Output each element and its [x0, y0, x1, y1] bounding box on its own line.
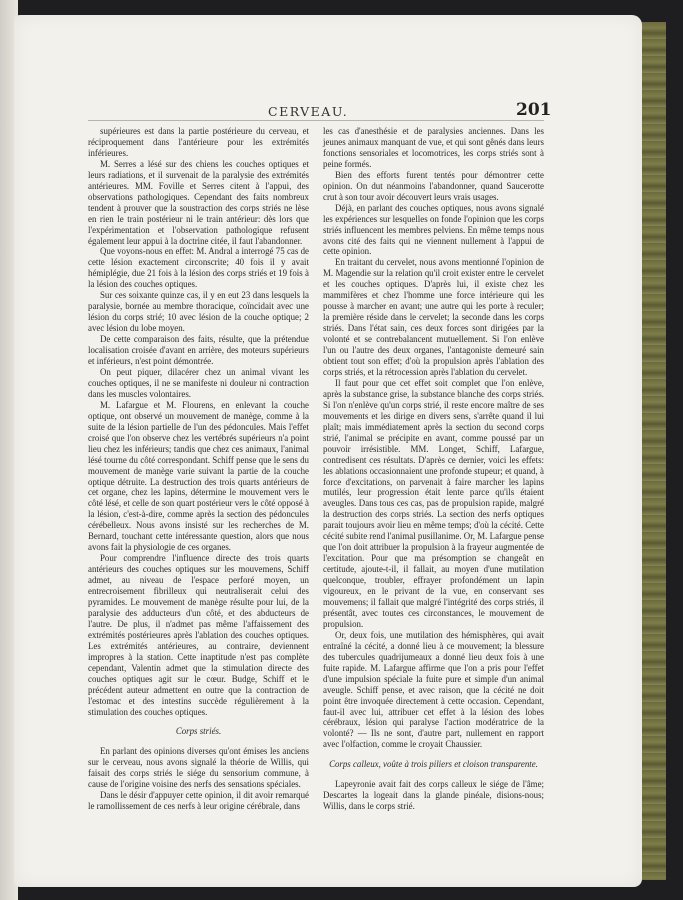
paragraph: supérieures est dans la partie postérieure du cerveau, et réciproquement dans l'antérieure pour les extrémités inférieures.: [88, 126, 309, 158]
paragraph: M. Lafargue et M. Flourens, en enlevant la couche optique, ont observé un mouvement de manège, comme à la suite de la lésion partielle de l'un des pédoncules. Mais l'effet croisé que l'on observe chez les vertébrés supérieurs n'a point lieu chez les inférieurs; tandis que chez ces animaux, l'animal lésé tourne du côté correspondant. Schiff pense que le sens du mouvement de manège varie suivant la partie de la couche optique détruite. La destruction des trois quarts antérieurs de cet organe, chez les lapins, détermine le mouvement vers le côté lésé, et celle de son quart postérieur vers le côté opposé à la lésion, c'est-à-dire, comme après la section des pédoncules cérébelleux. Nous avons insisté sur les recherches de M. Bernard, touchant cette intéressante question, alors que nous avons fait la physiologie de ces organes.: [88, 399, 309, 553]
paragraph: les cas d'anesthésie et de paralysies anciennes. Dans les jeunes animaux manquant de vue, et qui sont gênés dans leurs fonctions sensoriales et locomotrices, les corps striés sont à peine formés.: [323, 126, 544, 169]
running-head: CERVEAU.: [268, 104, 349, 119]
paragraph: En traitant du cervelet, nous avons mentionné l'opinion de M. Magendie sur la relation qu'il croit exister entre le cervelet et les couches optiques. D'après lui, il existe chez les mammifères et chez l'homme une force intérieure qui les pousse à marcher en avant; une autre qui les porte à reculer; la première réside dans le cervelet; la seconde dans les corps striés. Dans l'état sain, ces deux forces sont dirigées par la volonté et se contrebalancent mutuellement. Si l'on enlève l'un ou l'autre des deux organes, l'antagoniste demeuré sain obtient tout son effet; d'où la propulsion après l'ablation des corps striés, et la rétrocession après l'ablation du cervelet.: [323, 257, 544, 377]
paragraph: Bien des efforts furent tentés pour démontrer cette opinion. On dut néanmoins l'abandonner, quand Saucerotte crut à son tour avoir découvert leurs vrais usages.: [323, 169, 544, 202]
paragraph: Sur ces soixante quinze cas, il y en eut 23 dans lesquels la paralysie, bornée au membre thoracique, coïncidait avec une lésion du corps strié; 10 avec lésion de la couche optique; 2 avec lésion du lobe moyen.: [88, 290, 309, 334]
right-text-column: [323, 126, 544, 812]
paragraph: Pour comprendre l'influence directe des trois quarts antérieurs des couches optiques sur les mouvemens, Schiff admet, au niveau de l'espace perforé moyen, un entrecroisement fibrilleux qui neutraliserait celui des pyramides. Le mouvement de manège résulte pour lui, de la paralysie des adducteurs d'un côté, et des abducteurs de l'autre. De plus, il n'admet pas même l'affaissement des extrémités postérieures après l'ablation des couches optiques. Les extrémités antérieures, au contraire, deviennent impropres à la station. Cette inaptitude n'est pas complète cependant, Valentin admet que la stimulation directe des couches optiques agit sur le cœur. Budge, Schiff et le précédent auteur admettent en outre que la contraction de l'estomac et des intestins succède régulièrement à la stimulation des couches optiques.: [88, 553, 309, 717]
paragraph: On peut piquer, dilacérer chez un animal vivant les couches optiques, il ne se manifeste ni douleur ni contraction dans les muscles volontaires.: [88, 366, 309, 399]
paragraph: De cette comparaison des faits, résulte, que la prétendue localisation croisée d'avant en arrière, des moteurs supérieurs et inférieurs, n'est point démontrée.: [88, 334, 309, 367]
left-text-column: [88, 126, 309, 812]
paragraph: Dans le désir d'appuyer cette opinion, il dit avoir remarqué le ramollissement de ces nerfs à leur origine cérébrale, dans: [88, 790, 309, 812]
book-binding: [640, 22, 666, 880]
section-heading: Corps calleux, voûte à trois piliers et cloison transparente.: [329, 759, 538, 770]
header-rule: [88, 120, 544, 121]
page-number: 201: [516, 100, 552, 120]
paragraph: En parlant des opinions diverses qu'ont émises les anciens sur le cerveau, nous avons signalé la théorie de Willis, qui faisait des corps striés le siége du sensorium commune, à cause de l'origine voisine des nerfs des sensations spéciales.: [88, 746, 309, 790]
paragraph: Lapeyronie avait fait des corps calleux le siége de l'âme; Descartes la logeait dans la glande pinéale, disions-nous; Willis, dans le corps strié.: [323, 779, 544, 812]
paragraph: Or, deux fois, une mutilation des hémisphères, qui avait entraîné la cécité, a donné lieu à ce mouvement; la blessure des tubercules quadrijumeaux a donné lieu deux fois à une fuite rapide. M. Lafargue affirme que l'on a pris pour l'effet d'une impulsion spéciale la fuite pure et simple d'un animal aveugle. Schiff pense, et avec raison, que la cécité ne doit point être invoquée directement à cette occasion. Cependant, faut-il avec lui, attribuer cet effet à la lésion des lobes cérébraux, lésion qui paralyse l'action modératrice de la volonté? — Ils ne sont, d'autre part, nullement en rapport avec l'olfaction, comme le croyait Chaussier.: [323, 629, 544, 750]
paragraph: Déjà, en parlant des couches optiques, nous avons signalé les expériences sur lesquelles on fonde l'opinion que les corps striés influencent les membres pelviens. En même temps nous avons cité des faits qui ne viennent nullement à l'appui de cette opinion.: [323, 202, 544, 257]
paragraph: Que voyons-nous en effet: M. Andral a interrogé 75 cas de cette lésion exactement circonscrite; 40 fois il y avait hémiplégie, due 21 fois à la lésion des corps striés et 19 fois à la lésion des couches optiques.: [88, 246, 309, 290]
paragraph: M. Serres a lésé sur des chiens les couches optiques et leurs radiations, et il survenait de la paralysie des extrémités antérieures. MM. Foville et Serres citent à l'appui, des observations pathologiques. Cependant des faits nombreux tendent à prouver que la soustraction des corps striés ne lèse en rien le train postérieur ni le train antérieur: dès lors que l'expérimentation et l'observation pathologique refusent également leur appui à la doctrine citée, il faut l'abandonner.: [88, 158, 309, 246]
paragraph: Il faut pour que cet effet soit complet que l'on enlève, après la substance grise, la substance blanche des corps striés. Si l'on n'enlève qu'un corps strié, il reste encore maître de ses mouvements et les dirige en divers sens, s'arrête quand il lui plaît; mais immédiatement après la section du second corps strié, l'animal se précipite en avant, comme poussé par un pouvoir irrésistible. MM. Longet, Schiff, Lafargue, contredisent ces résultats. D'après ce dernier, voici les effets: les ablations occasionnaient une profonde stupeur; et quand, à force d'excitations, on parvenait à faire marcher les lapins mutilés, leur progression était lente parce qu'ils étaient aveugles. Dans tous ces cas, pas de propulsion rapide, malgré la destruction des corps striés. La section des nerfs optiques parait toujours avoir lieu en même temps; d'où la cécité. Cette cécité subite rend l'animal pusillanime. Or, M. Lafargue pense que l'on doit attribuer la propulsion à la frayeur augmentée de l'excitation. Pour que ma présomption se changeât en certitude, ajoute-t-il, il fallait, au moyen d'une mutilation quelconque, troubler, effrayer profondément un lapin vigoureux, en le privant de la vue, en conservant ses mouvemens; il fallait que malgré l'intégrité des corps striés, il présentât, avec toutes ces circonstances, le mouvement de propulsion.: [323, 377, 544, 629]
section-heading: Corps striés.: [175, 726, 222, 737]
